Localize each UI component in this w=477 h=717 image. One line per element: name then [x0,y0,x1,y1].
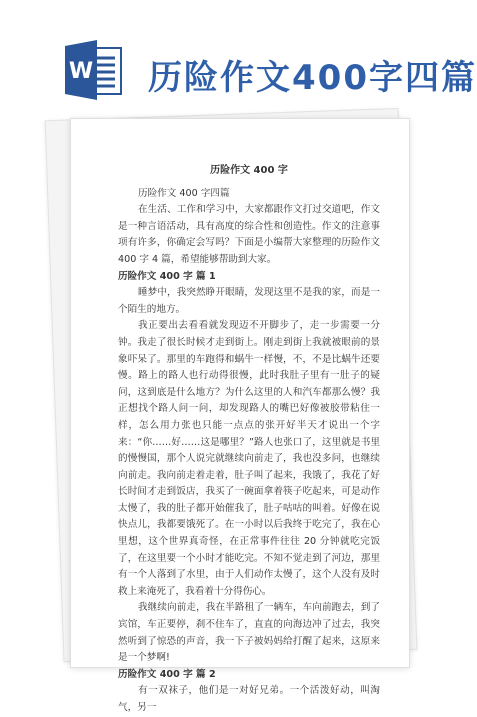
section2-paragraph: 有一双袜子，他们是一对好兄弟。一个活泼好动，叫淘气，另一 [118,685,380,713]
section1-paragraph: 我正要出去看看就发现迈不开脚步了，走一步需要一分钟。我走了很长时候才走到街上。刚走到街上我就被眼前的景象吓呆了。那里的车跑得和蜗牛一样慢，不，不是比蜗牛还要慢。路上的路人也行动得很慢，此时我肚子里有一肚子的疑问，这到底是什么地方？为什么这里的人和汽车都那么慢？我正想找个路人问一问，却发现路人的嘴巴好像被胶带粘住一样，怎么用力张也只能一点点的张开好半天才说出一个字来：“你……好……这是哪里？”路人也张口了，这里就是书里的慢慢国，那个人说完就继续向前走了，我也没多问，也继续向前走。我向前走着走着，肚子叫了起来，我饿了，我花了好长时间才走到饭店，我买了一碗面拿着筷子吃起来，可是动作太慢了，我的肚子都开始催我了，肚子咕咕的叫着。好像在说快点儿，我都要饿死了。在一小时以后我终于吃完了，我在心里想，这个世界真奇怪，在正常事件往往 20 分钟就吃完饭了，在这里要一个小时才能吃完。不知不觉走到了河边，那里有一个人落到了水里，由于人们动作太慢了，这个人没有及时救上来淹死了，我看着十分得伤心。 [118,320,380,597]
page-heading: 历险作文 400 字 [210,165,288,176]
section1-paragraph: 睡梦中，我突然睁开眼睛，发现这里不是我的家，而是一个陌生的地方。 [118,287,380,315]
document-page [70,118,410,713]
section-title-1: 历险作文 400 字 篇 1 [118,270,216,282]
document-title: 历险作文400字四篇 [148,58,477,98]
section-title-2: 历险作文 400 字 篇 2 [118,668,216,680]
page-subtitle: 历险作文 400 字四篇 [138,187,230,199]
word-icon-letter: W [68,59,94,84]
word-document-icon [63,40,125,100]
section1-paragraph: 我继续向前走，我在半路租了一辆车，车向前跑去，到了宾馆，车正要停，刹不住车了，直直的向海边冲了过去，我突然听到了惊恐的声音，我一下子被妈妈给打醒了起来，这原来是一个梦啊! [118,602,380,664]
intro-paragraph: 在生活、工作和学习中，大家都跟作文打过交道吧，作文是一种言语活动，具有高度的综合性和创造性。作文的注意事项有许多，你确定会写吗？下面是小编帮大家整理的历险作文 400 字 4 篇，希望能够帮助到大家。 [118,204,380,265]
document-content [118,163,380,717]
